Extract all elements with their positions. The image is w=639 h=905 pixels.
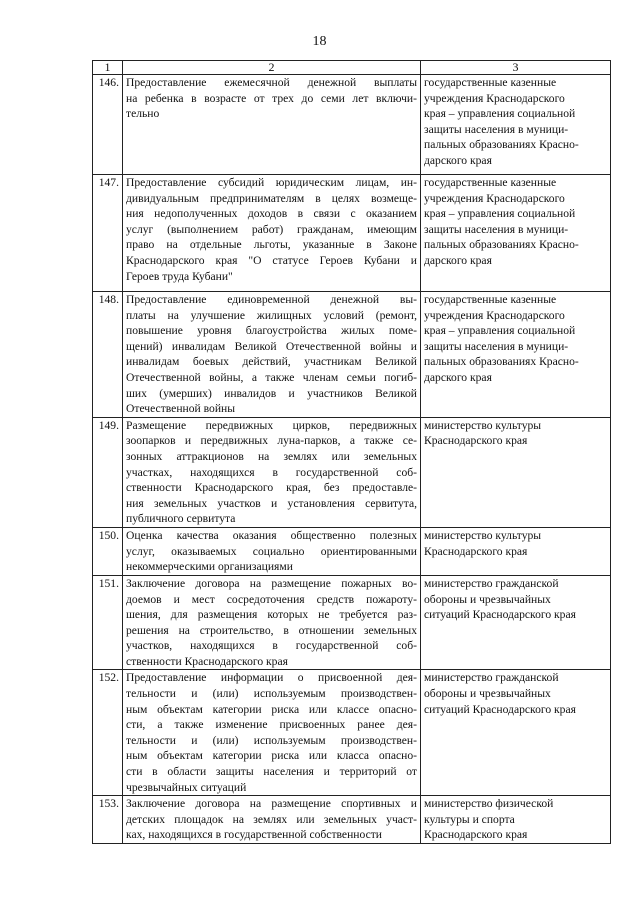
service-description xyxy=(123,796,421,844)
service-description-line: ным объектам категории риска или классе опасно- xyxy=(126,702,417,716)
service-description xyxy=(123,75,421,175)
service-description-line: зоопарков и передвижных луна-парков, а также се- xyxy=(126,434,417,448)
service-description-line: услуг, оказываемых социально ориентированными xyxy=(126,544,417,558)
table-row xyxy=(93,75,611,175)
responsible-authority-line: обороны и чрезвычайных xyxy=(424,592,551,606)
row-number: 148. xyxy=(93,292,123,418)
service-description-line: детских площадок на землях или земельных участ- xyxy=(126,812,417,826)
service-description xyxy=(123,417,421,527)
service-description-line: участков, находящихся в государственной соб- xyxy=(126,639,417,653)
responsible-authority-line: пальных образованиях Красно- xyxy=(424,138,579,152)
service-description-line: Отечественной войны, а также членам семьи погиб- xyxy=(126,370,417,384)
responsible-authority-line: пальных образованиях Красно- xyxy=(424,238,579,252)
responsible-authority-line: министерство культуры xyxy=(424,528,542,542)
table-row xyxy=(93,796,611,844)
responsible-authority-line: края – управления социальной xyxy=(424,107,576,121)
service-description-line: ным объектам категории риска или класса опасно- xyxy=(126,749,417,763)
service-description xyxy=(123,292,421,418)
service-description-line: платы на улучшение жилищных условий (ремонт, xyxy=(126,308,417,322)
service-description-line: Оценка качества оказания общественно полезных xyxy=(126,528,417,542)
row-number: 146. xyxy=(93,75,123,175)
service-description-line: ших (умерших) инвалидов и участников Великой xyxy=(126,386,417,400)
row-number: 151. xyxy=(93,575,123,670)
service-description-line: ния недополученных доходов в связи с оказанием xyxy=(126,207,417,221)
service-description-line: Предоставление субсидий юридическим лицам, ин- xyxy=(126,176,417,189)
responsible-authority-line: министерство гражданской xyxy=(424,671,559,685)
service-description-line: шения, для размещения которых не требуется раз- xyxy=(126,608,417,622)
column-header-authority: 3 xyxy=(421,61,611,75)
service-description-line: инвалидам боевых действий, участникам Великой xyxy=(126,355,417,369)
service-description-line: Предоставление информации о присвоенной дея- xyxy=(126,671,417,685)
service-description-line: публичного сервитута xyxy=(126,512,236,526)
service-description-line: дивидуальным предпринимателям в целях возмеще- xyxy=(126,191,417,205)
service-description-line: на ребенка в возрасте от трех до семи лет включи- xyxy=(126,91,417,105)
responsible-authority-line: министерство физической xyxy=(424,797,554,811)
service-description-line: тельно xyxy=(126,107,160,121)
responsible-authority xyxy=(421,417,611,527)
responsible-authority-line: обороны и чрезвычайных xyxy=(424,687,551,701)
responsible-authority-line: ситуаций Краснодарского края xyxy=(424,702,576,716)
service-description xyxy=(123,175,421,292)
table-row xyxy=(93,292,611,418)
responsible-authority xyxy=(421,796,611,844)
column-header-number: 1 xyxy=(93,61,123,75)
responsible-authority xyxy=(421,527,611,575)
row-number: 149. xyxy=(93,417,123,527)
service-description-line: Героев труда Кубани" xyxy=(126,269,233,283)
service-description-line: сти, а также изменение присвоенных ранее дея- xyxy=(126,718,417,732)
row-number: 152. xyxy=(93,670,123,796)
service-description-line: решения на строительство, в отношении земельных xyxy=(126,623,417,637)
service-description-line: чрезвычайных ситуаций xyxy=(126,780,247,794)
service-description-line: Заключение договора на размещение пожарных во- xyxy=(126,576,417,590)
service-description-line: щений) инвалидам Великой Отечественной войны и xyxy=(126,339,417,353)
responsible-authority-line: учреждения Краснодарского xyxy=(424,308,565,322)
service-description-line: доемов и мест сосредоточения средств пожароту- xyxy=(126,592,417,606)
service-description-line: ственности Краснодарского края xyxy=(126,654,288,668)
service-description-line: Отечественной войны xyxy=(126,402,236,416)
responsible-authority-line: министерство культуры xyxy=(424,418,542,432)
responsible-authority xyxy=(421,575,611,670)
page-number: 18 xyxy=(312,34,327,49)
service-description-line: услуг (выполнением работ) гражданам, имеющим xyxy=(126,222,417,236)
services-table xyxy=(92,60,611,844)
responsible-authority-line: края – управления социальной xyxy=(424,207,576,221)
responsible-authority-line: учреждения Краснодарского xyxy=(424,191,565,205)
table-row xyxy=(93,527,611,575)
row-number: 150. xyxy=(93,527,123,575)
service-description-line: Заключение договора на размещение спортивных и xyxy=(126,797,417,811)
responsible-authority xyxy=(421,292,611,418)
service-description-line: ственности Краснодарского края, без предоставле- xyxy=(126,481,417,495)
table-row xyxy=(93,175,611,292)
service-description-line: ках, находящихся в государственной собственности xyxy=(126,828,382,842)
responsible-authority-line: учреждения Краснодарского xyxy=(424,91,565,105)
responsible-authority-line: Краснодарского края xyxy=(424,434,528,448)
service-description-line: Предоставление ежемесячной денежной выплаты xyxy=(126,76,417,89)
service-description-line: ния земельных участков и установления сервитута, xyxy=(126,496,417,510)
service-description-line: некоммерческими организациями xyxy=(126,560,293,574)
service-description-line: Краснодарского края "О статусе Героев Кубани и xyxy=(126,253,417,267)
row-number: 153. xyxy=(93,796,123,844)
service-description-line: тельности и (или) используемым производствен- xyxy=(126,687,417,701)
row-number: 147. xyxy=(93,175,123,292)
table-row xyxy=(93,670,611,796)
service-description-line: повышение уровня благоустройства жилых поме- xyxy=(126,324,417,338)
responsible-authority-line: защиты населения в муници- xyxy=(424,122,569,136)
responsible-authority-line: ситуаций Краснодарского края xyxy=(424,608,576,622)
service-description-line: участках, находящихся в государственной соб- xyxy=(126,465,417,479)
service-description xyxy=(123,575,421,670)
service-description-line: Предоставление единовременной денежной вы- xyxy=(126,293,417,306)
service-description-line: тельности и (или) используемым производствен- xyxy=(126,733,417,747)
table-header-row xyxy=(93,61,611,75)
responsible-authority-line: защиты населения в муници- xyxy=(424,339,569,353)
service-description xyxy=(123,527,421,575)
responsible-authority-line: защиты населения в муници- xyxy=(424,222,569,236)
responsible-authority-line: Краснодарского края xyxy=(424,828,528,842)
responsible-authority-line: министерство гражданской xyxy=(424,576,559,590)
responsible-authority-line: государственные казенные xyxy=(424,176,557,189)
responsible-authority-line: государственные казенные xyxy=(424,293,557,306)
responsible-authority xyxy=(421,670,611,796)
table-row xyxy=(93,417,611,527)
service-description-line: зонных аттракционов на землях или земельных xyxy=(126,449,417,463)
service-description-line: Размещение передвижных цирков, передвижных xyxy=(126,418,417,432)
responsible-authority-line: государственные казенные xyxy=(424,76,557,89)
responsible-authority xyxy=(421,75,611,175)
responsible-authority-line: дарского края xyxy=(424,153,492,167)
service-description xyxy=(123,670,421,796)
responsible-authority-line: дарского края xyxy=(424,253,492,267)
service-description-line: право на отдельные льготы, указанные в Законе xyxy=(126,238,417,252)
column-header-service: 2 xyxy=(123,61,421,75)
responsible-authority-line: культуры и спорта xyxy=(424,812,515,826)
responsible-authority-line: Краснодарского края xyxy=(424,544,528,558)
responsible-authority-line: края – управления социальной xyxy=(424,324,576,338)
responsible-authority xyxy=(421,175,611,292)
responsible-authority-line: пальных образованиях Красно- xyxy=(424,355,579,369)
table-row xyxy=(93,575,611,670)
responsible-authority-line: дарского края xyxy=(424,370,492,384)
service-description-line: сти в области защиты населения и территорий от xyxy=(126,765,417,779)
